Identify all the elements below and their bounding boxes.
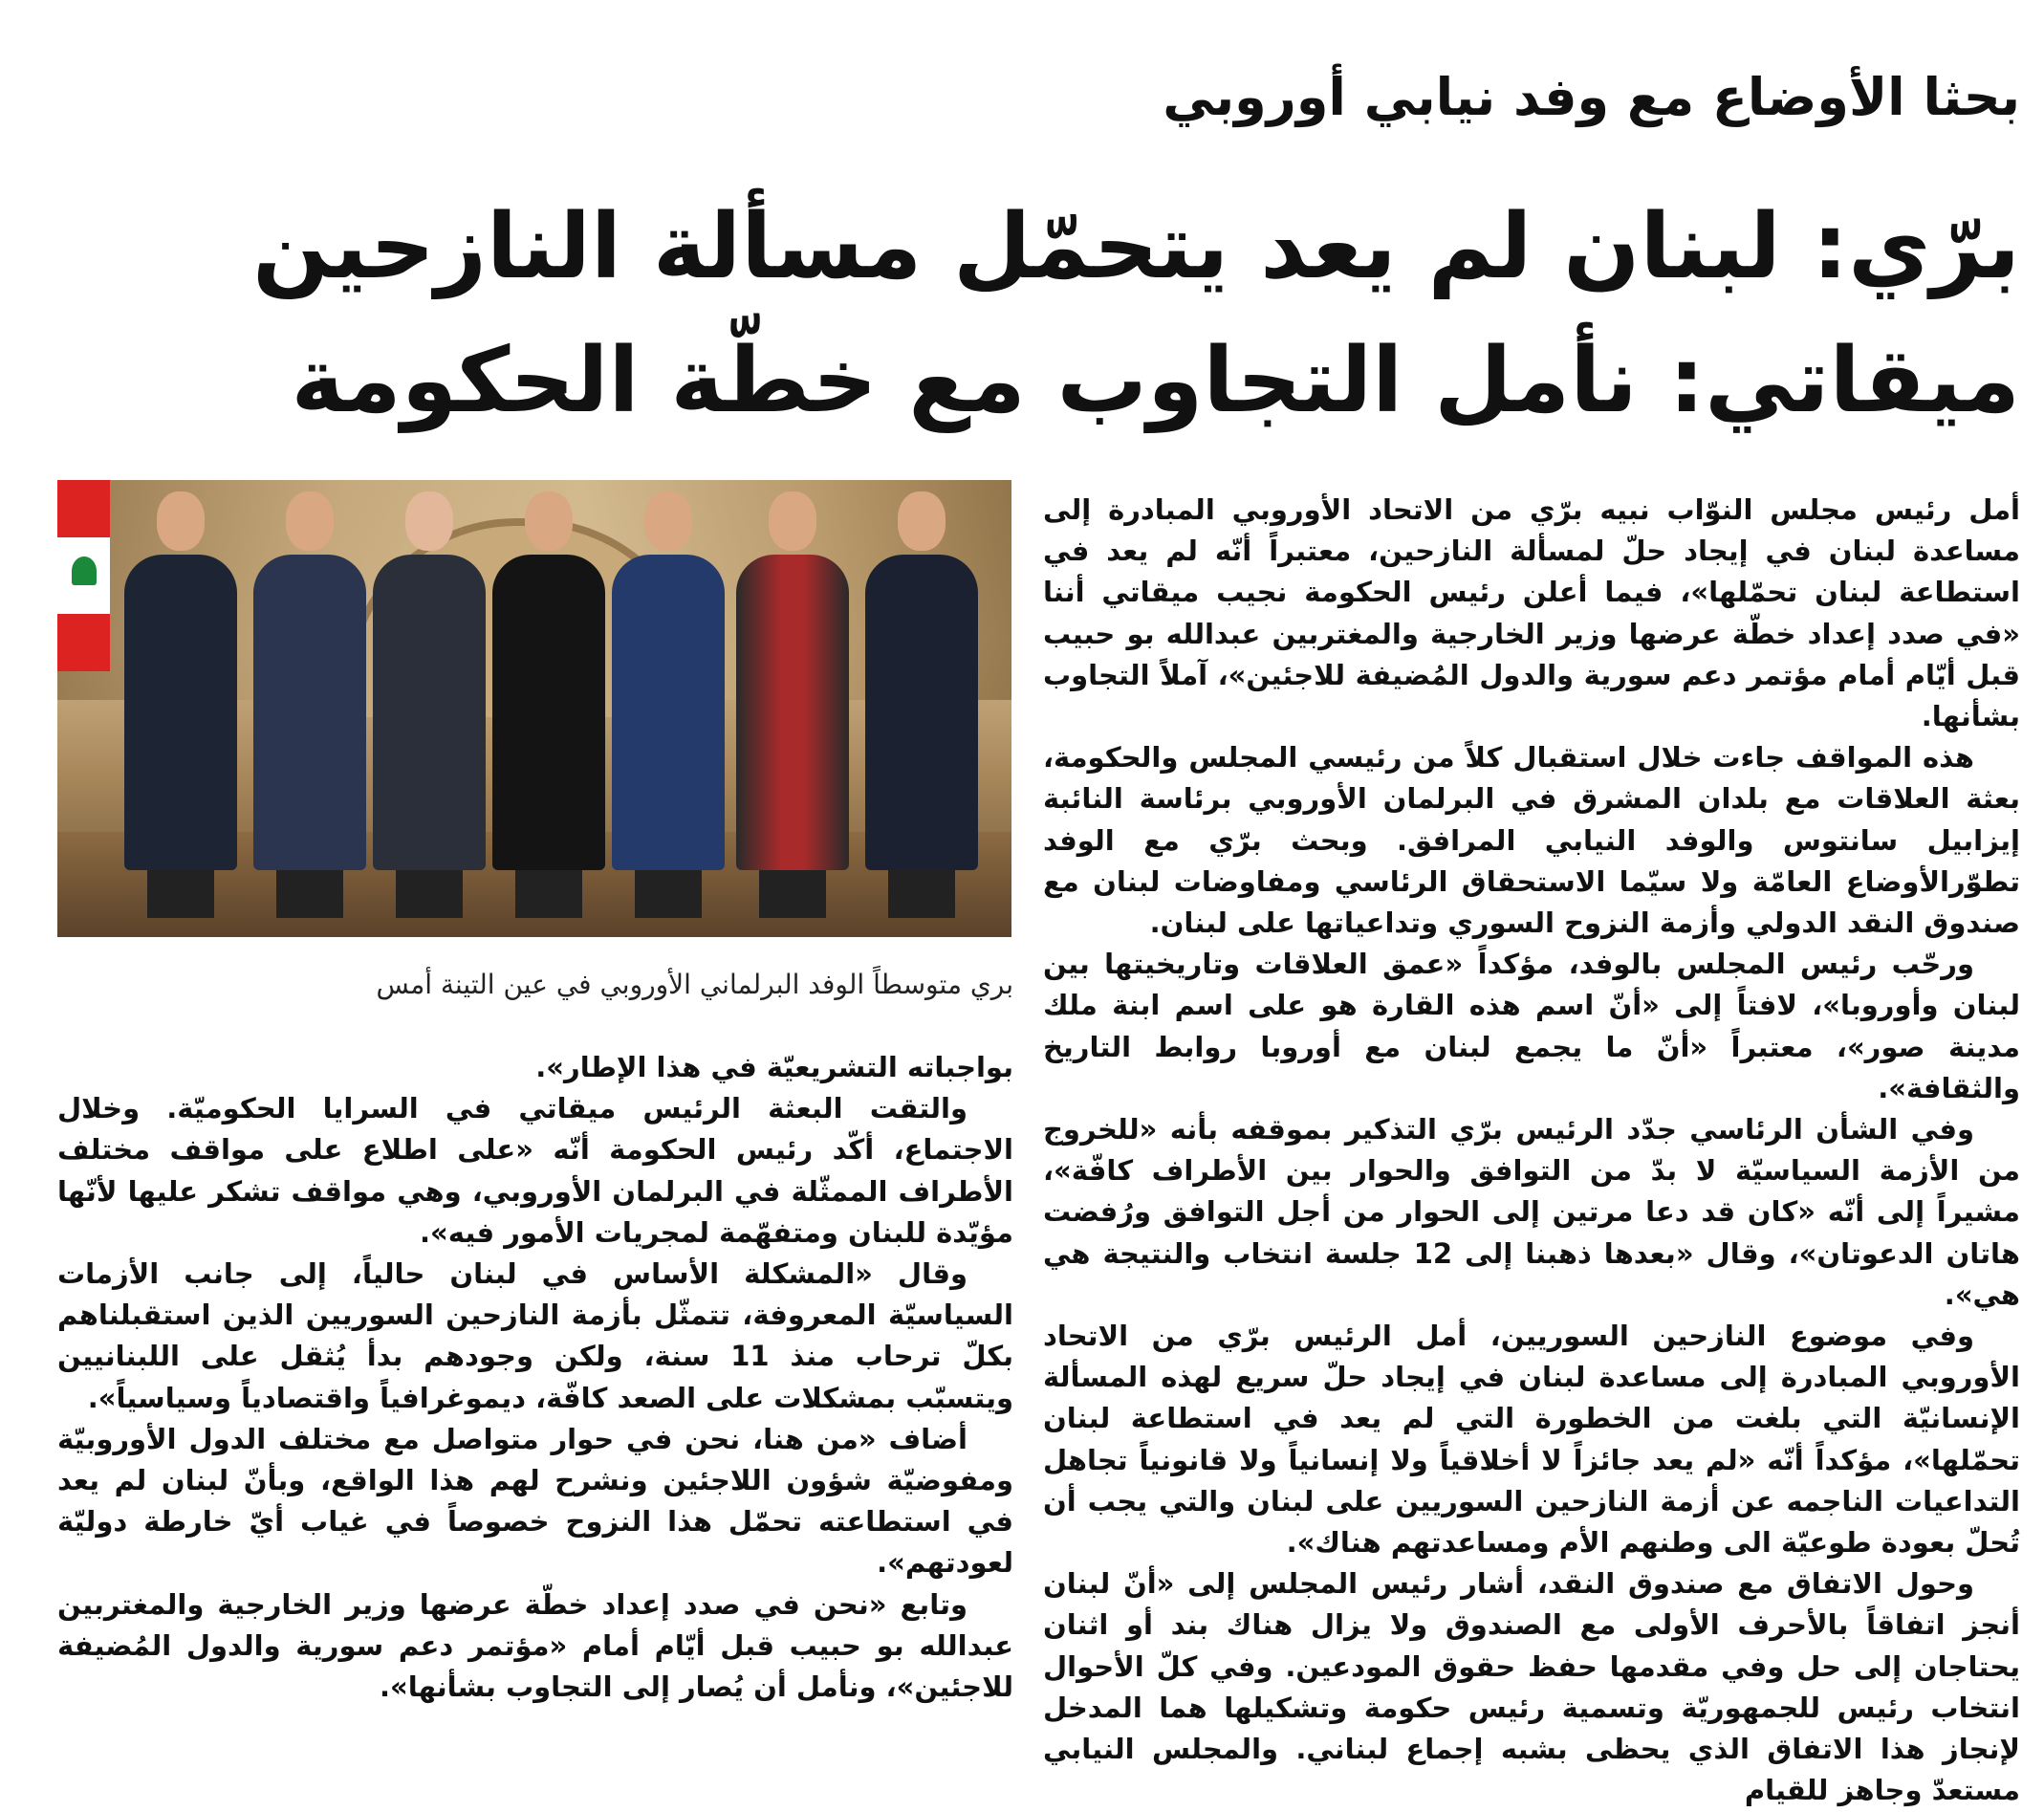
- person-figure: [253, 491, 366, 918]
- headline-line-1: برّي: لبنان لم يعد يتحمّل مسألة النازحين: [252, 195, 2020, 299]
- article-kicker: بحثا الأوضاع مع وفد نيابي أوروبي: [1163, 67, 2020, 127]
- paragraph: بواجباته التشريعيّة في هذا الإطار».: [535, 1051, 1013, 1083]
- delegation-photo: [57, 480, 1011, 937]
- article-column-right: [1043, 490, 2020, 1807]
- person-figure: [373, 491, 486, 918]
- article-column-left: [57, 1047, 1013, 1759]
- paragraph: أضاف «من هنا، نحن في حوار متواصل مع مختلف الدول الأوروبيّة ومفوضيّة شؤون اللاجئين ونشرح لهم هذا الواقع، وبأنّ لبنان لم يعد في استطاعته تحمّل هذا النزوح خصوصاً في غياب أيّ خارطة دوليّة لعودتهم».: [57, 1422, 1013, 1580]
- paragraph: وتابع «نحن في صدد إعداد خطّة عرضها وزير الخارجية والمغتربين عبدالله بو حبيب قبل أيّام أمام «مؤتمر دعم سورية والدول المُضيفة للاجئين»، ونأمل أن يُصار إلى التجاوب بشأنها».: [57, 1587, 1013, 1704]
- lebanese-flag-icon: [57, 480, 110, 671]
- person-figure: [736, 491, 849, 918]
- person-figure: [865, 491, 978, 918]
- person-figure: [612, 491, 725, 918]
- paragraph: وقال «المشكلة الأساس في لبنان حالياً، إلى جانب الأزمات السياسيّة المعروفة، تتمثّل بأزمة النازحين السوريين الذين استقبلناهم بكلّ ترحاب منذ 11 سنة، ولكن وجودهم بدأ يُثقل على اللبنانيين ويتسبّب بمشكلات على الصعد كافّة، ديموغرافياً واقتصادياً وسياسياً».: [57, 1257, 1013, 1414]
- paragraph: وفي الشأن الرئاسي جدّد الرئيس برّي التذكير بموقفه بأنه «للخروج من الأزمة السياسيّة لا بدّ من التوافق والحوار بين الأطراف كافّة»، مشيراً إلى أنّه «كان قد دعا مرتين إلى الحوار من أجل التوافق ورُفضت هاتان الدعوتان»، وقال «بعدها ذهبنا إلى 12 جلسة انتخاب والنتيجة هي هي».: [1043, 1113, 2020, 1311]
- paragraph: ورحّب رئيس المجلس بالوفد، مؤكداً «عمق العلاقات وتاريخيتها بين لبنان وأوروبا»، لافتاً إلى «أنّ اسم هذه القارة هو على اسم ابنة ملك مدينة صور»، معتبراً «أنّ ما يجمع لبنان مع أوروبا روابط التاريخ والثقافة».: [1043, 948, 2020, 1104]
- paragraph: وحول الاتفاق مع صندوق النقد، أشار رئيس المجلس إلى «أنّ لبنان أنجز اتفاقاً بالأحرف الأولى مع الصندوق ولا يزال هناك بند أو اثنان يحتاجان إلى حل وفي مقدمها حفظ حقوق المودعين. وفي كلّ الأحوال انتخاب رئيس للجمهوريّة وتسمية رئيس حكومة وتشكيلها هما المدخل لإنجاز هذا الاتفاق الذي يحظى بشبه إجماع لبناني. والمجلس النيابي مستعدّ وجاهز للقيام: [1043, 1567, 2020, 1807]
- paragraph: أمل رئيس مجلس النوّاب نبيه برّي من الاتحاد الأوروبي المبادرة إلى مساعدة لبنان في إيجاد حلّ لمسألة النازحين، معتبراً أنّه لم يعد في استطاعة لبنان تحمّلها»، فيما أعلن رئيس الحكومة نجيب ميقاتي أننا «في صدد إعداد خطّة عرضها وزير الخارجية والمغتربين عبدالله بو حبيب قبل أيّام أمام مؤتمر دعم سورية والدول المُضيفة للاجئين»، آملاً التجاوب بشأنها.: [1043, 493, 2020, 733]
- photo-caption: بري متوسطاً الوفد البرلماني الأوروبي في عين التينة أمس: [376, 969, 1013, 1000]
- headline-line-2: ميقاتي: نأمل التجاوب مع خطّة الحكومة: [291, 329, 2020, 433]
- person-figure: [124, 491, 237, 918]
- paragraph: هذه المواقف جاءت خلال استقبال كلاً من رئيسي المجلس والحكومة، بعثة العلاقات مع بلدان المشرق في البرلمان الأوروبي برئاسة النائبة إيزابيل سانتوس والوفد النيابي المرافق. وبحث برّي مع الوفد تطوّرالأوضاع العامّة ولا سيّما الاستحقاق الرئاسي ومفاوضات لبنان مع صندوق النقد الدولي وأزمة النزوح السوري وتداعياتها على لبنان.: [1043, 741, 2020, 940]
- paragraph: والتقت البعثة الرئيس ميقاتي في السرايا الحكوميّة. وخلال الاجتماع، أكّد رئيس الحكومة أنّه «على اطلاع على مواقف مختلف الأطراف الممثّلة في البرلمان الأوروبي، وهي مواقف تشكر عليها لأنّها مؤيّدة للبنان ومتفهّمة لمجريات الأمور فيه».: [57, 1092, 1013, 1249]
- paragraph: وفي موضوع النازحين السوريين، أمل الرئيس برّي من الاتحاد الأوروبي المبادرة إلى مساعدة لبنان في إيجاد حلّ سريع لهذه المسألة الإنسانيّة التي بلغت من الخطورة التي لم يعد في استطاعة لبنان تحمّلها»، مؤكداً أنّه «لم يعد جائزاً لا أخلاقياً ولا إنسانياً ولا قانونياً تجاهل التداعيات الناجمه عن أزمة النازحين السوريين على لبنان والتي يجب أن تُحلّ بعودة طوعيّة الى وطنهم الأم ومساعدتهم هناك».: [1043, 1320, 2020, 1560]
- person-figure: [492, 491, 605, 918]
